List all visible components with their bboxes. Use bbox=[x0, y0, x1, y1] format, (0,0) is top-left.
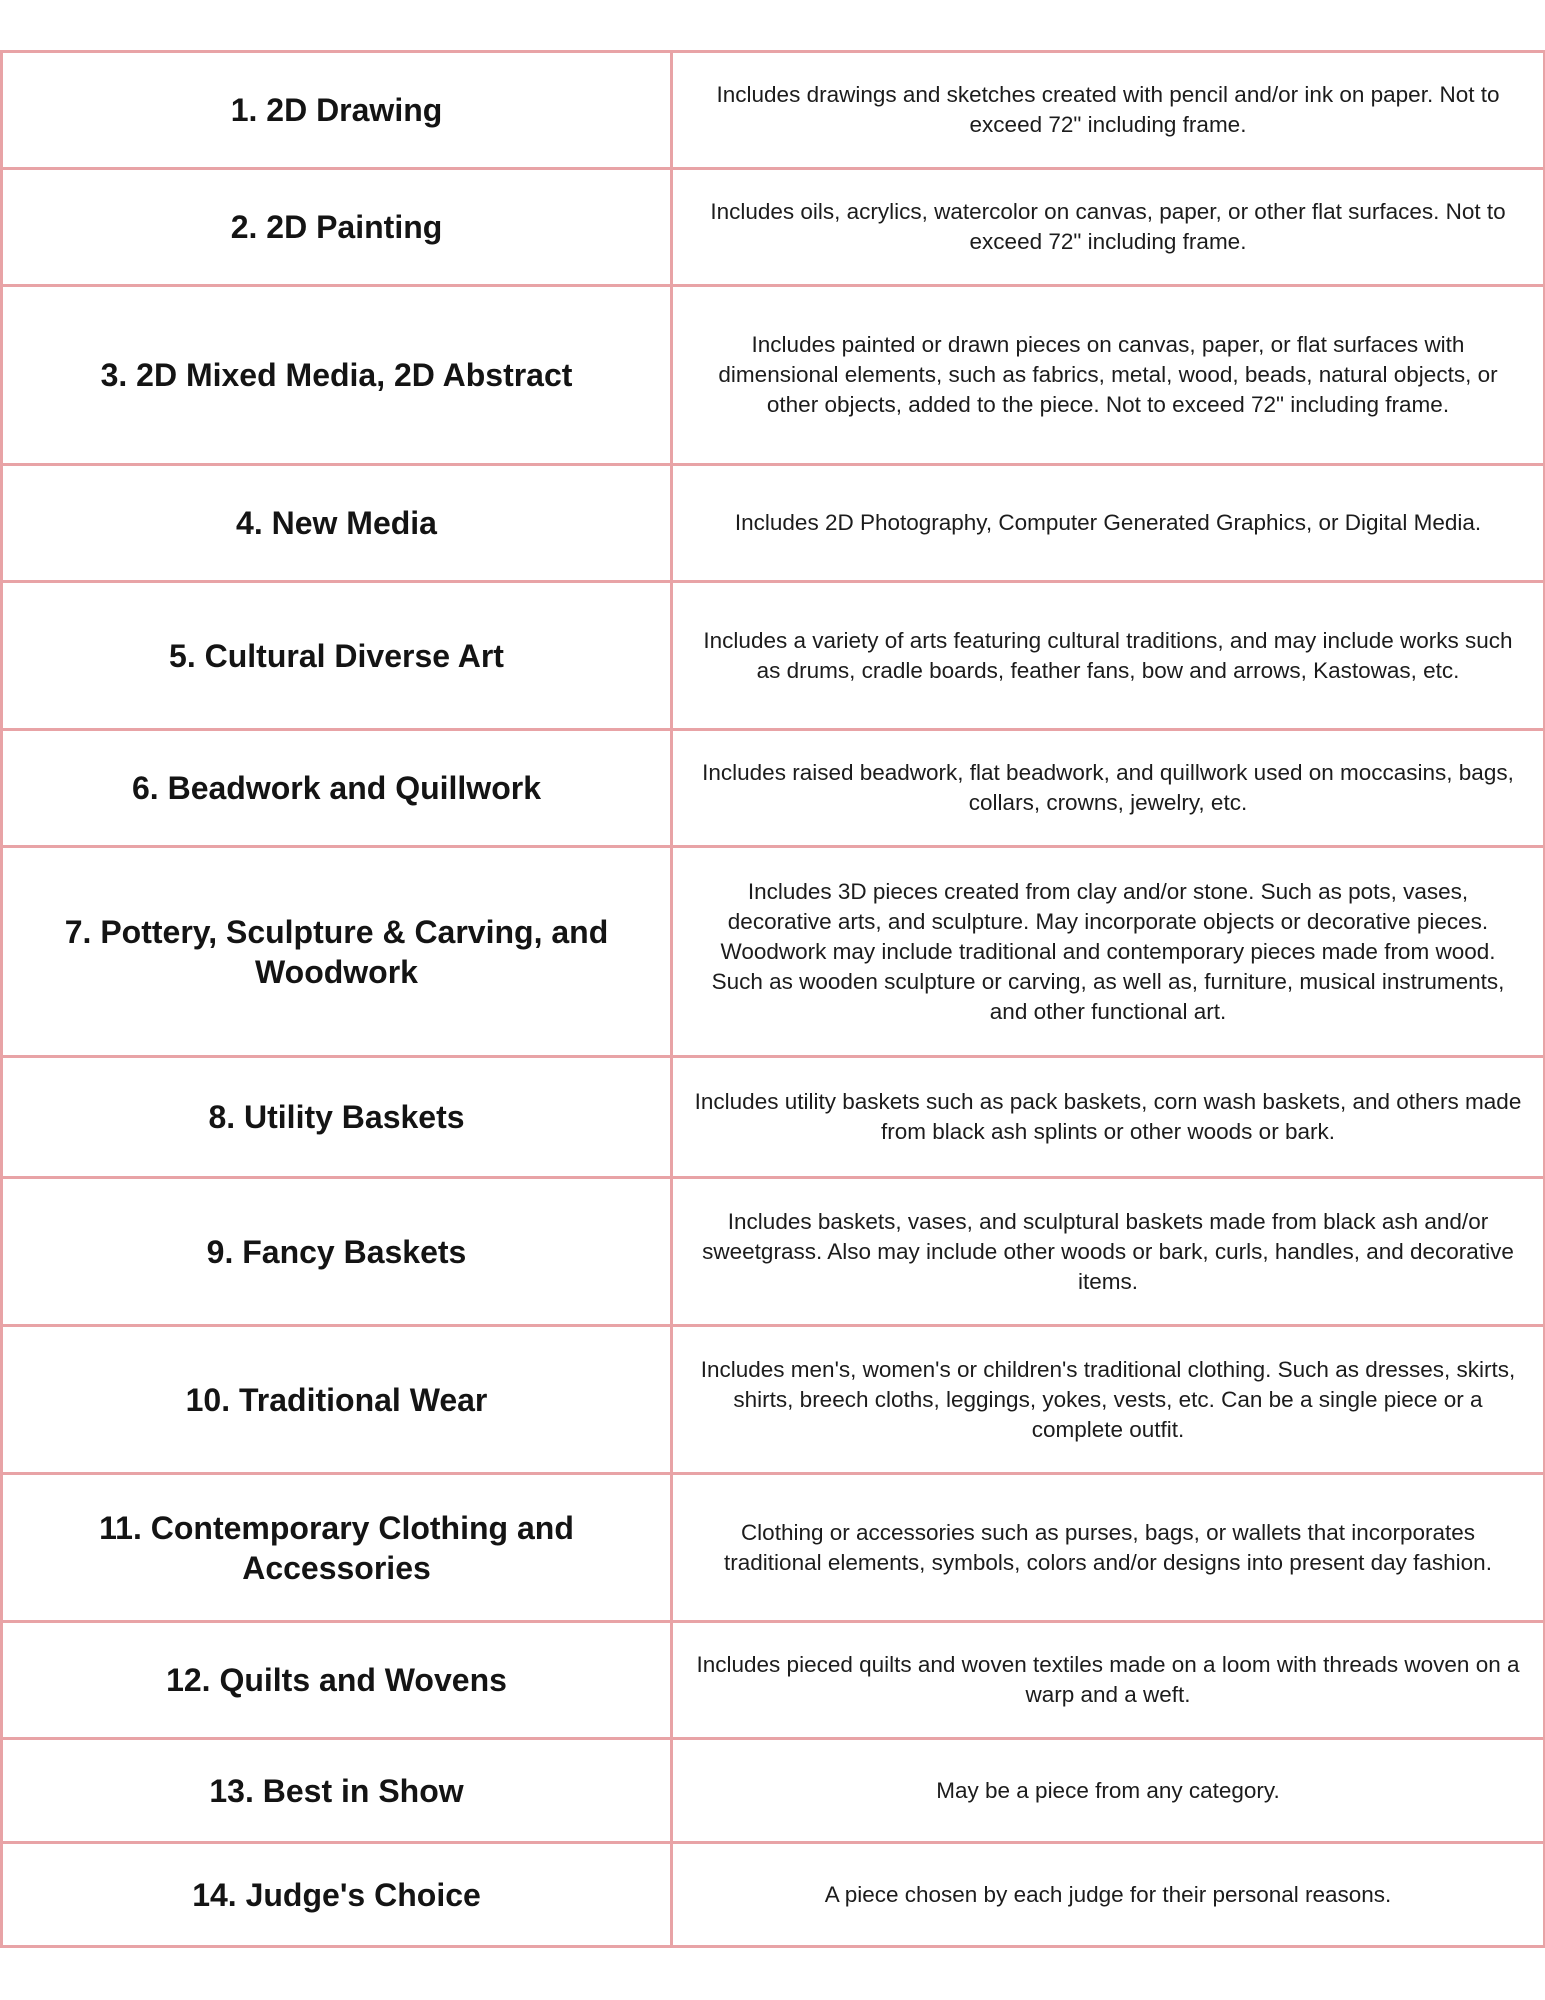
category-name: 4. New Media bbox=[2, 465, 672, 582]
category-description: May be a piece from any category. bbox=[672, 1739, 1545, 1843]
category-description: Clothing or accessories such as purses, bags, or wallets that incorporates traditional elements, symbols, colors and/or designs into present day fashion. bbox=[672, 1474, 1545, 1622]
table-row bbox=[2, 582, 1545, 730]
category-name: 1. 2D Drawing bbox=[2, 52, 672, 169]
table-row bbox=[2, 286, 1545, 465]
categories-table bbox=[0, 50, 1545, 1948]
category-name: 10. Traditional Wear bbox=[2, 1326, 672, 1474]
category-description: Includes raised beadwork, flat beadwork, and quillwork used on moccasins, bags, collars, crowns, jewelry, etc. bbox=[672, 730, 1545, 847]
category-name: 12. Quilts and Wovens bbox=[2, 1622, 672, 1739]
category-name: 13. Best in Show bbox=[2, 1739, 672, 1843]
table-row bbox=[2, 1843, 1545, 1947]
category-description: Includes painted or drawn pieces on canvas, paper, or flat surfaces with dimensional elements, such as fabrics, metal, wood, beads, natural objects, or other objects, added to the piece. Not to exceed 72" including frame. bbox=[672, 286, 1545, 465]
table-row bbox=[2, 1739, 1545, 1843]
category-description: Includes drawings and sketches created with pencil and/or ink on paper. Not to exceed 72" including frame. bbox=[672, 52, 1545, 169]
table-row bbox=[2, 465, 1545, 582]
category-description: Includes a variety of arts featuring cultural traditions, and may include works such as drums, cradle boards, feather fans, bow and arrows, Kastowas, etc. bbox=[672, 582, 1545, 730]
table-row bbox=[2, 847, 1545, 1057]
table-row bbox=[2, 1326, 1545, 1474]
category-description: Includes 2D Photography, Computer Generated Graphics, or Digital Media. bbox=[672, 465, 1545, 582]
category-name: 2. 2D Painting bbox=[2, 169, 672, 286]
category-description: Includes utility baskets such as pack baskets, corn wash baskets, and others made from black ash splints or other woods or bark. bbox=[672, 1057, 1545, 1178]
table-row bbox=[2, 1474, 1545, 1622]
category-name: 3. 2D Mixed Media, 2D Abstract bbox=[2, 286, 672, 465]
table-row bbox=[2, 169, 1545, 286]
category-name: 8. Utility Baskets bbox=[2, 1057, 672, 1178]
table-row bbox=[2, 1178, 1545, 1326]
table-row bbox=[2, 1622, 1545, 1739]
category-description: Includes men's, women's or children's traditional clothing. Such as dresses, skirts, shirts, breech cloths, leggings, yokes, vests, etc. Can be a single piece or a complete outfit. bbox=[672, 1326, 1545, 1474]
category-name: 14. Judge's Choice bbox=[2, 1843, 672, 1947]
category-description: Includes pieced quilts and woven textiles made on a loom with threads woven on a warp and a weft. bbox=[672, 1622, 1545, 1739]
categories-sheet bbox=[0, 50, 1545, 1948]
table-row bbox=[2, 1057, 1545, 1178]
category-name: 11. Contemporary Clothing and Accessories bbox=[2, 1474, 672, 1622]
category-name: 7. Pottery, Sculpture & Carving, and Woodwork bbox=[2, 847, 672, 1057]
category-description: Includes 3D pieces created from clay and/or stone. Such as pots, vases, decorative arts, and sculpture. May incorporate objects or decorative pieces. Woodwork may include traditional and contemporary pieces made from wood. Such as wooden sculpture or carving, as well as, furniture, musical instruments, and other functional art. bbox=[672, 847, 1545, 1057]
category-description: A piece chosen by each judge for their personal reasons. bbox=[672, 1843, 1545, 1947]
category-name: 6. Beadwork and Quillwork bbox=[2, 730, 672, 847]
category-name: 9. Fancy Baskets bbox=[2, 1178, 672, 1326]
category-name: 5. Cultural Diverse Art bbox=[2, 582, 672, 730]
table-row bbox=[2, 52, 1545, 169]
category-description: Includes oils, acrylics, watercolor on canvas, paper, or other flat surfaces. Not to exceed 72" including frame. bbox=[672, 169, 1545, 286]
category-description: Includes baskets, vases, and sculptural baskets made from black ash and/or sweetgrass. Also may include other woods or bark, curls, handles, and decorative items. bbox=[672, 1178, 1545, 1326]
table-row bbox=[2, 730, 1545, 847]
